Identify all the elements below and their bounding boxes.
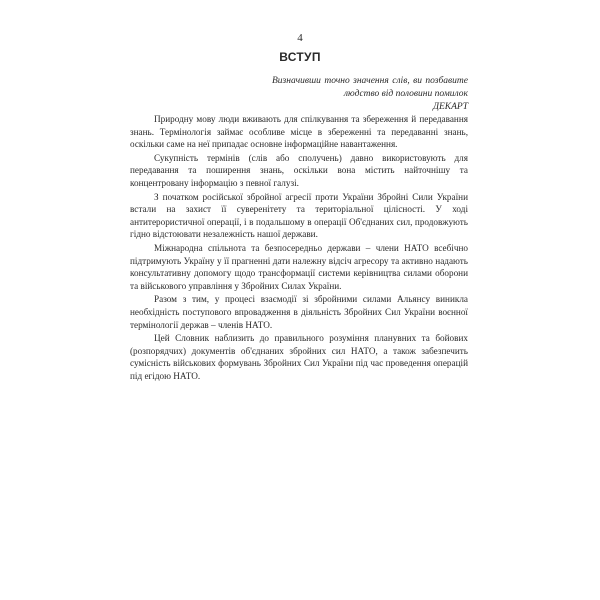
epigraph [272,75,468,114]
page-number: 4 [297,32,303,44]
body-text [130,113,468,383]
epigraph-author: ДЕКАРТ [432,102,468,112]
epigraph-quote: Визначивши точно значення слів, ви позбавите людство від половини помилок [272,76,468,99]
paragraph: Разом з тим, у процесі взаємодії зі збройними силами Альянсу виникла необхідність поступового впровадження в діяльність Збройних Сил України воєнної термінології держав – членів НАТО. [130,294,468,330]
page-title: ВСТУП [279,50,321,64]
paragraph: З початком російської збройної агресії проти України Збройні Сили України встали на захист її суверенітету та територіальної цілісності. У ході антитерористичної операції, і в подальшому в операції Об'єднаних сил, продовжують гідно відстоювати незалежність нашої держави. [130,191,468,240]
paragraph: Природну мову люди вживають для спілкування та збереження й передавання знань. Термінологія займає особливе місце в збереженні та передаванні знань, оскільки саме на неї припадає основне інформаційне навантаження. [130,114,468,150]
paragraph: Цей Словник наблизить до правильного розуміння планувних та бойових (розпорядчих) документів об'єднаних збройних сил НАТО, а також забезпечить сумісність військових формувань Збройних Сил України під час проведення операцій під егідою НАТО. [130,333,468,381]
paragraph: Сукупність термінів (слів або сполучень) давно використовують для передавання та поширення знань, оскільки вона містить найточнішу та концентровану інформацію з певної галузі. [130,152,468,188]
paragraph: Міжнародна спільнота та безпосередньо держави – члени НАТО всебічно підтримують Україну у її прагненні дати належну відсіч агресору та активно надають консультативну допомогу щодо трансформації системи керівництва силами оборони та військового управління у Збройних Силах України. [130,242,468,291]
